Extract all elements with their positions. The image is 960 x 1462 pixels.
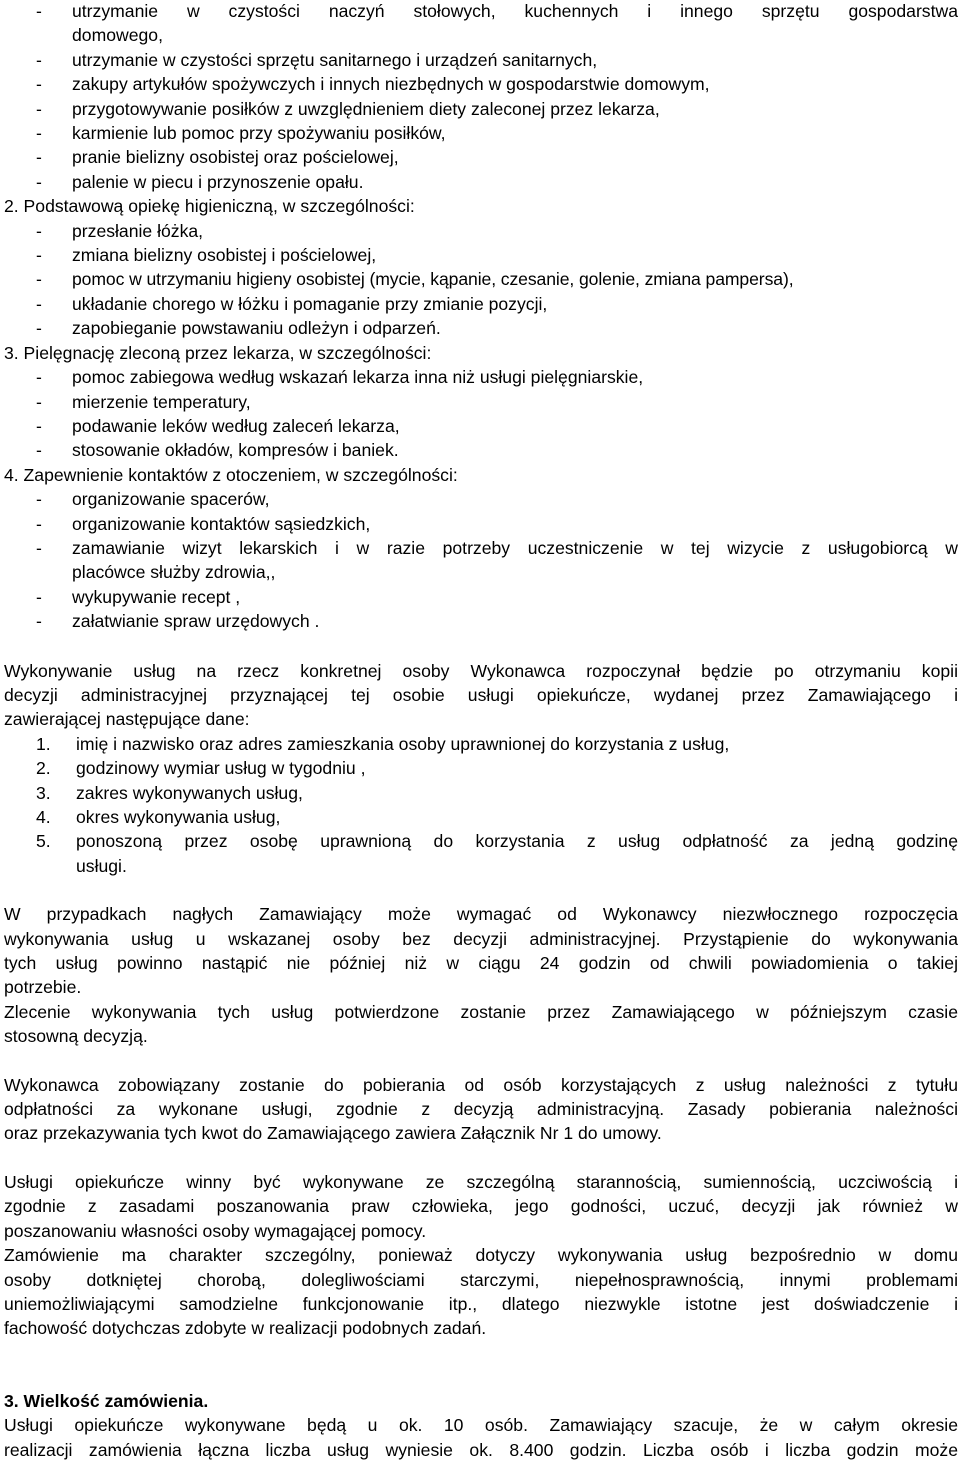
paragraph-line: tych usług powinno nastąpić nie później niż w ciągu 24 godzin od chwili powiadomienia o takiej — [4, 953, 958, 974]
list-item-text: zamawianie wizyt lekarskich i w razie potrzeby uczestniczenie w tej wizycie z usługobiorcą w — [72, 537, 958, 558]
list-item — [0, 145, 958, 169]
paragraph-line: poszanowaniu własności osoby wymagającej pomocy. — [4, 1220, 427, 1241]
list-item-text: zakupy artykułów spożywczych i innych niezbędnych w gospodarstwie domowym, — [72, 74, 710, 95]
list-item: - zapobieganie powstawaniu odleżyn i odparzeń. — [0, 316, 958, 340]
item-number: 5. — [36, 831, 51, 852]
list-item — [0, 170, 958, 194]
nursing-section — [0, 341, 958, 463]
paragraph-line: osoby dotkniętej chorobą, dolegliwościami starczymi, niepełnosprawnością, innymi problemami — [4, 1269, 958, 1290]
list-item — [0, 97, 958, 121]
paragraph-line: fachowość dotychczas zdobyte w realizacji podobnych zadań. — [4, 1318, 487, 1339]
housekeeping-list — [0, 0, 958, 194]
order-size-section — [0, 1389, 958, 1462]
paragraph-line: stosowną decyzją. — [4, 1026, 148, 1047]
item-number: 3. — [36, 782, 51, 803]
paragraph-line: zawierającej następujące dane: — [4, 709, 250, 730]
list-item-text: pranie bielizny osobistej oraz pościelowej, — [72, 147, 399, 168]
list-item: - pomoc zabiegowa według wskazań lekarza inna niż usługi pielęgniarskie, — [0, 365, 958, 389]
numbered-item — [0, 781, 958, 805]
section-heading: 4. Zapewnienie kontaktów z otoczeniem, w szczególności: — [4, 464, 458, 485]
list-item-text: załatwianie spraw urzędowych . — [72, 611, 320, 632]
list-dash: - — [36, 98, 42, 119]
care-standards-paragraph — [0, 1170, 958, 1243]
item-text: godzinowy wymiar usług w tygodniu , — [76, 758, 366, 779]
list-item-text: utrzymanie w czystości naczyń stołowych, kuchennych i innego sprzętu gospodarstwa — [72, 1, 958, 21]
numbered-item — [0, 805, 958, 829]
list-item-text: organizowanie kontaktów sąsiedzkich, — [72, 513, 371, 534]
list-item-text: utrzymanie w czystości sprzętu sanitarnego i urządzeń sanitarnych, — [72, 49, 598, 70]
list-item-text: placówce służby zdrowia,, — [72, 562, 276, 583]
hygiene-section — [0, 194, 958, 340]
item-text: imię i nazwisko oraz adres zamieszkania osoby uprawnionej do korzystania z usług, — [76, 733, 730, 754]
item-number: 4. — [36, 807, 51, 827]
list-item — [0, 0, 958, 48]
item-text: okres wykonywania usług, — [76, 807, 281, 827]
list-item-text: pomoc w utrzymaniu higieny osobistej (mycie, kąpanie, czesanie, golenie, zmiana pampersa), — [72, 269, 794, 290]
item-number: 2. — [36, 758, 51, 779]
numbered-item — [0, 756, 958, 780]
item-number: 1. — [36, 733, 51, 754]
list-item-text: domowego, — [72, 25, 163, 46]
list-item-text: mierzenie temperatury, — [72, 391, 251, 412]
paragraph-line: potrzebie. — [4, 977, 82, 998]
list-dash: - — [36, 171, 42, 192]
list-item: - mierzenie temperatury, — [0, 390, 958, 414]
list-item — [0, 48, 958, 72]
list-item — [0, 121, 958, 145]
list-item-text: pomoc zabiegowa według wskazań lekarza inna niż usługi pielęgniarskie, — [72, 367, 644, 388]
paragraph-line: Usługi opiekuńcze winny być wykonywane ze szczególną starannością, sumiennością, uczciwością i — [4, 1171, 958, 1192]
paragraph-line: realizacji zamówienia łączna liczba usług wyniesie ok. 8.400 godzin. Liczba osób i liczba godzin może — [4, 1439, 958, 1460]
list-dash: - — [36, 147, 42, 168]
section-heading: 3. Wielkość zamówienia. — [4, 1390, 209, 1411]
paragraph-line: Wykonawca zobowiązany zostanie do pobierania od osób korzystających z usług należności z tytułu — [4, 1074, 958, 1095]
item-text: zakres wykonywanych usług, — [76, 782, 303, 803]
list-item-text: karmienie lub pomoc przy spożywaniu posiłków, — [72, 123, 446, 144]
paragraph-line: zgodnie z zasadami poszanowania praw człowieka, jego godności, uczuć, decyzji jak również w — [4, 1196, 958, 1217]
order-character-paragraph — [0, 1243, 958, 1341]
list-item: - podawanie leków według zaleceń lekarza, — [0, 414, 958, 438]
list-dash: - — [36, 123, 42, 144]
list-dash: - — [36, 1, 42, 21]
paragraph-line: Zamówienie ma charakter szczególny, ponieważ dotyczy wykonywania usług bezpośrednio w domu — [4, 1245, 958, 1266]
list-dash: - — [36, 74, 42, 95]
urgent-cases-paragraph — [0, 902, 958, 1000]
paragraph-line: odpłatności za wykonane usługi, zgodnie z decyzją administracyjną. Zasady pobierania należności — [4, 1099, 958, 1120]
list-item: - układanie chorego w łóżku i pomaganie przy zmianie pozycji, — [0, 292, 958, 316]
paragraph-line: oraz przekazywania tych kwot do Zamawiającego zawiera Załącznik Nr 1 do umowy. — [4, 1123, 662, 1144]
decision-paragraph — [0, 659, 958, 732]
list-item: - organizowanie kontaktów sąsiedzkich, — [0, 512, 958, 536]
numbered-item — [0, 732, 958, 756]
list-item-text: układanie chorego w łóżku i pomaganie przy zmianie pozycji, — [72, 293, 548, 314]
list-item: - załatwianie spraw urzędowych . — [0, 609, 958, 633]
numbered-item — [0, 829, 958, 878]
contacts-section — [0, 463, 958, 634]
item-text: ponoszoną przez osobę uprawnioną do korzystania z usług odpłatność za jedną godzinę — [76, 831, 958, 852]
list-item: - zmiana bielizny osobistej i pościelowej, — [0, 243, 958, 267]
paragraph-line: Zlecenie wykonywania tych usług potwierdzone zostanie przez Zamawiającego w późniejszym czasie — [4, 1001, 958, 1022]
paragraph-line: uniemożliwiającymi samodzielne funkcjonowanie itp., dlatego niezwykle istotne jest doświadczenie i — [4, 1293, 958, 1314]
list-item: - pomoc w utrzymaniu higieny osobistej (mycie, kąpanie, czesanie, golenie, zmiana pampersa), — [0, 267, 958, 291]
confirmation-paragraph — [0, 1000, 958, 1049]
paragraph-line: decyzji administracyjnej przyznającej tej osobie usługi opiekuńcze, wydanej przez Zamawiającego i — [4, 684, 958, 705]
list-item-text: palenie w piecu i przynoszenie opału. — [72, 171, 364, 192]
list-item: - przesłanie łóżka, — [0, 219, 958, 243]
list-item-text: organizowanie spacerów, — [72, 489, 270, 510]
list-item: - wykupywanie recept , — [0, 585, 958, 609]
list-item-text: podawanie leków według zaleceń lekarza, — [72, 415, 400, 436]
paragraph-line: Wykonywanie usług na rzecz konkretnej osoby Wykonawca rozpoczynał będzie po otrzymaniu kopii — [4, 660, 958, 681]
list-item: - stosowanie okładów, kompresów i baniek. — [0, 438, 958, 462]
section-heading: 3. Pielęgnację zleconą przez lekarza, w szczególności: — [4, 342, 432, 363]
list-item-text: przesłanie łóżka, — [72, 220, 204, 241]
list-item-text: przygotowywanie posiłków z uwzględnieniem diety zaleconej przez lekarza, — [72, 98, 660, 119]
list-item-text: stosowanie okładów, kompresów i baniek. — [72, 440, 399, 461]
paragraph-line: wykonywania usług u wskazanej osoby bez decyzji administracyjnej. Przystąpienie do wykonywania — [4, 928, 958, 949]
item-text: usługi. — [76, 855, 127, 876]
list-item: - zamawianie wizyt lekarskich i w razie potrzeby uczestniczenie w tej wizycie z usługobiorcą w placówce służby zdrowia,, — [0, 536, 958, 585]
list-item — [0, 72, 958, 96]
list-item-text: wykupywanie recept , — [72, 586, 241, 607]
list-item-text: zmiana bielizny osobistej i pościelowej, — [72, 245, 377, 266]
paragraph-line: W przypadkach nagłych Zamawiający może wymagać od Wykonawcy niezwłocznego rozpoczęcia — [4, 904, 958, 925]
paragraph-line: Usługi opiekuńcze wykonywane będą u ok. 10 osób. Zamawiający szacuje, że w całym okresie — [4, 1415, 958, 1436]
required-data-list — [0, 732, 958, 878]
list-item: - organizowanie spacerów, — [0, 487, 958, 511]
section-heading: 2. Podstawową opiekę higieniczną, w szczególności: — [4, 196, 415, 217]
list-item-text: zapobieganie powstawaniu odleżyn i odparzeń. — [72, 318, 441, 339]
list-dash: - — [36, 49, 42, 70]
fees-paragraph — [0, 1073, 958, 1146]
